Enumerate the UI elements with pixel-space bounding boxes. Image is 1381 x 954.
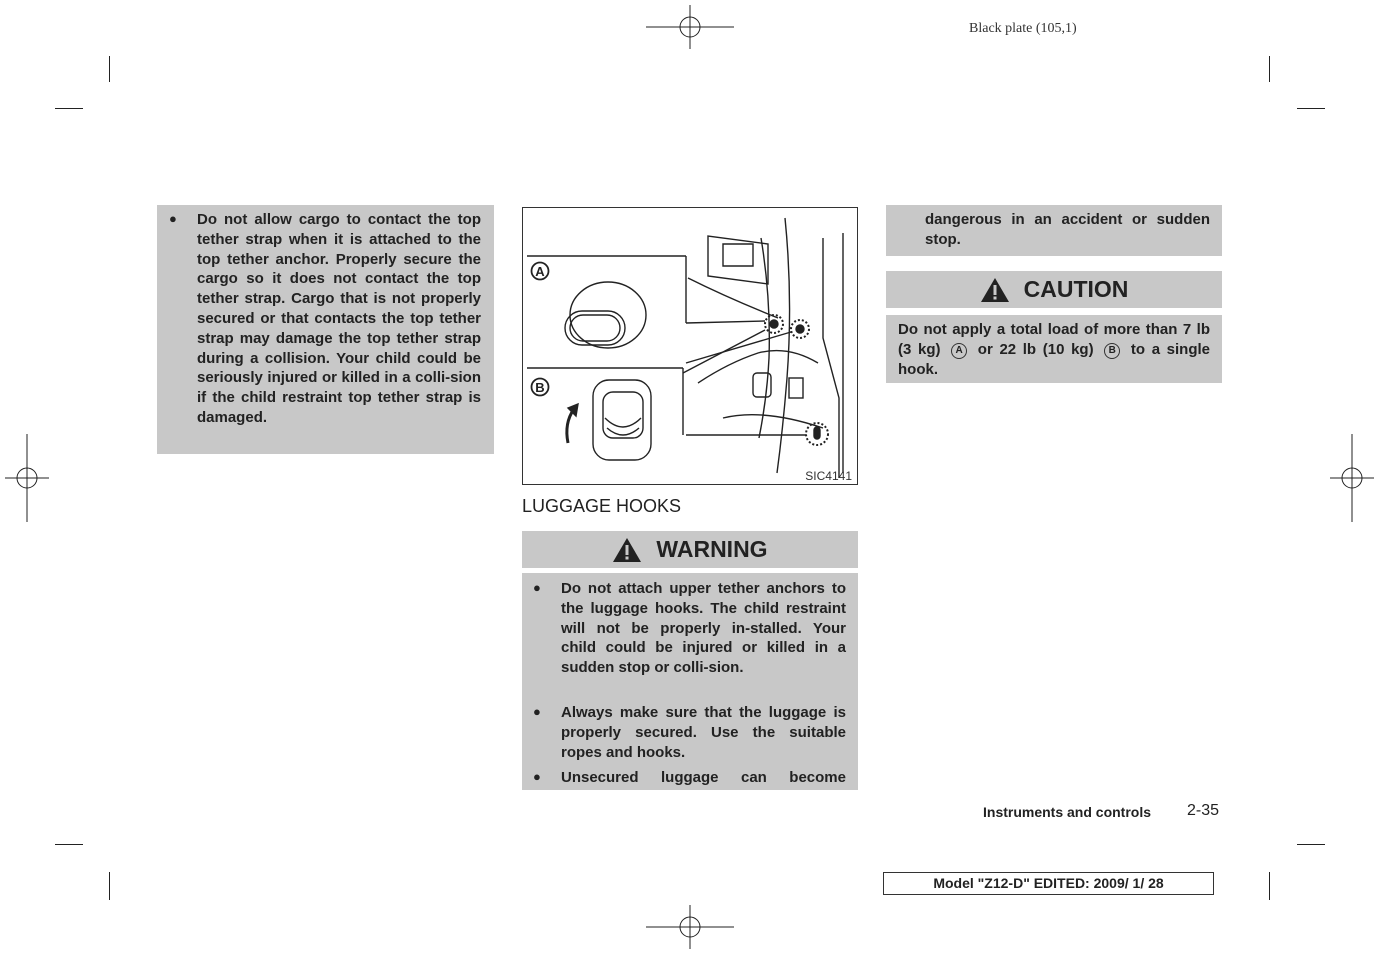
bullet-icon: ● bbox=[533, 580, 541, 595]
warning-body bbox=[522, 573, 858, 790]
caution-body bbox=[886, 315, 1222, 383]
warning-continued bbox=[886, 205, 1222, 256]
caution-text-part2: or 22 lb (10 kg) bbox=[977, 340, 1094, 358]
caution-header bbox=[886, 271, 1222, 308]
plate-label: Black plate (105,1) bbox=[969, 21, 1077, 36]
section-title: LUGGAGE HOOKS bbox=[522, 496, 682, 516]
warning-icon bbox=[612, 537, 642, 563]
caution-letter-a: A bbox=[951, 343, 967, 359]
label-b-marker bbox=[532, 379, 549, 396]
luggage-hook-illustration bbox=[523, 208, 857, 484]
warning-bullet-2 bbox=[533, 703, 846, 762]
continued-text: dangerous in an accident or sudden stop. bbox=[925, 211, 1210, 248]
warning-title: WARNING bbox=[656, 536, 768, 562]
figure-label-a: A bbox=[535, 264, 545, 279]
warning-bullet-text: Do not attach upper tether anchors to the luggage hooks. The child restraint will not be properly in-stalled. Your child could be injured or killed in a sudden stop or colli-sion. bbox=[561, 580, 846, 677]
warning-bullet-1 bbox=[533, 579, 846, 678]
caution-title: CAUTION bbox=[1023, 276, 1129, 302]
caution-icon bbox=[980, 277, 1010, 303]
page-number: 2-35 bbox=[1187, 802, 1220, 819]
bullet-icon: ● bbox=[533, 704, 541, 719]
warning-bullet-text: Always make sure that the luggage is properly secured. Use the suitable ropes and hooks. bbox=[561, 704, 846, 761]
warning-bullet-text: Unsecured luggage can become bbox=[561, 769, 846, 786]
caution-letter-b: B bbox=[1104, 343, 1120, 359]
caution-text bbox=[898, 320, 1210, 379]
bullet-icon: ● bbox=[169, 211, 177, 226]
figure-code: SIC4141 bbox=[805, 469, 852, 483]
warning-bullet-3 bbox=[533, 768, 846, 788]
warning-header bbox=[522, 531, 858, 568]
tether-bullet-text: Do not allow cargo to contact the top tether strap when it is attached to the top tether anchor. Properly secure the cargo so it does not contact the top tether strap. Cargo that is not properly secured or that contacts the top tether strap may damage the top tether strap during a collision. Your child could be seriously injured or killed in a colli-sion if the child restraint top tether strap is damaged. bbox=[197, 211, 481, 426]
bullet-icon: ● bbox=[533, 769, 541, 784]
luggage-hook-figure bbox=[522, 207, 858, 485]
caution-text-part1: Do not apply a total load of more than 7 lb (3 kg) bbox=[898, 321, 1210, 358]
figure-label-b: B bbox=[535, 380, 545, 395]
tether-warning-continued bbox=[157, 205, 494, 454]
footer-model: Model "Z12-D" EDITED: 2009/ 1/ 28 bbox=[883, 872, 1214, 895]
footer-section: Instruments and controls bbox=[983, 804, 1152, 820]
caution-text-part3: to a single hook. bbox=[898, 340, 1211, 378]
label-a-marker bbox=[532, 263, 549, 280]
